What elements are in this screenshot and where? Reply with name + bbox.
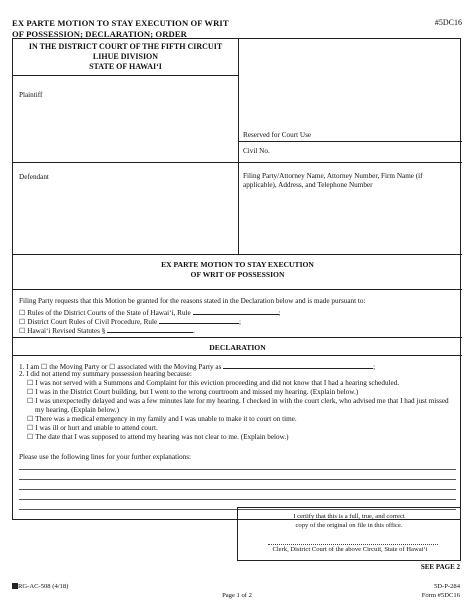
checkbox-icon[interactable]: ☐: [27, 397, 34, 405]
clerk-signature-line[interactable]: [268, 544, 438, 545]
reason-3[interactable]: [27, 397, 457, 415]
court-division: LIHUE DIVISION: [92, 52, 159, 61]
footer-code2: Form #5DC16: [421, 591, 460, 599]
footer-page: Page 1 of 2: [222, 592, 252, 599]
rule-3-field[interactable]: [107, 325, 193, 333]
checkbox-icon[interactable]: ☐: [40, 363, 48, 371]
footer-codes: [422, 583, 460, 600]
explain-prompt: Please use the following lines for your further explanations:: [19, 453, 192, 461]
reason-4[interactable]: [27, 415, 457, 424]
checkbox-icon[interactable]: ☐: [19, 327, 26, 335]
reason-6[interactable]: [27, 433, 457, 442]
reason-2-text: I was in the District Court building, but I went to the wrong courtroom and missed my hearing. (Explain below.): [35, 388, 359, 396]
reason-5-text: I was ill or hurt and unable to attend court.: [35, 424, 158, 432]
declaration-heading: DECLARATION: [209, 343, 266, 352]
clerk-label: Clerk, District Court of the above Circuit, State of Hawai‘i: [272, 546, 428, 553]
certify-line2: copy of the original on file in this office.: [295, 521, 403, 529]
checkbox-icon[interactable]: ☐: [27, 379, 34, 387]
certification-box: [237, 507, 461, 561]
footer-form-id-text: RG-AC-508 (4/18): [18, 583, 69, 590]
checkbox-icon[interactable]: ☐: [19, 318, 26, 326]
reason-6-text: The date that I was supposed to attend my hearing was not clear to me. (Explain below.): [35, 433, 289, 441]
reason-3-text: I was unexpectedly delayed and was a few minutes late for my hearing. I checked in with the court clerk, who advised me that I had just missed my hearing. (Explain below.): [35, 397, 449, 414]
form-title: [12, 18, 392, 40]
defendant-label: Defendant: [19, 173, 49, 181]
item1-option-moving-party: the Moving Party or: [49, 363, 108, 371]
footer-form-id: [12, 583, 68, 592]
motion-intro: Filing Party requests that this Motion be granted for the reasons stated in the Declaration below and is made pursuant to:: [19, 297, 366, 305]
item1-option-associated: associated with the Moving Party as: [117, 363, 222, 371]
court-name: IN THE DISTRICT COURT OF THE FIFTH CIRCUIT: [28, 42, 223, 51]
declaration-item-1: 1. I am ☐ the Moving Party or ☐ associated with the Moving Party as ;: [19, 363, 376, 371]
declaration-item-2: 2. I did not attend my summary possession hearing because:: [19, 370, 192, 378]
civil-no-label: Civil No.: [243, 147, 270, 155]
rule-option-2[interactable]: ☐ District Court Rules of Civil Procedure, Rule ;: [19, 318, 242, 326]
see-page-note: SEE PAGE 2: [420, 563, 460, 571]
reason-4-text: There was a medical emergency in my family and I was unable to make it to court on time.: [35, 415, 297, 423]
rule-option-1-label: Rules of the District Courts of the State of Hawai‘i, Rule: [27, 309, 191, 317]
checkbox-icon[interactable]: ☐: [109, 363, 116, 371]
form-title-line2: OF POSSESSION; DECLARATION; ORDER: [12, 29, 187, 39]
item1-prefix: 1. I am: [19, 363, 40, 371]
checkbox-icon[interactable]: ☐: [27, 424, 34, 432]
reason-1[interactable]: [27, 379, 457, 388]
rule-2-field[interactable]: [159, 316, 239, 324]
reason-2[interactable]: [27, 388, 457, 397]
motion-heading: [13, 260, 462, 279]
checkbox-icon[interactable]: ☐: [27, 433, 34, 441]
footer-code1: 5D-P-284: [433, 583, 460, 590]
form-frame: [12, 38, 461, 520]
reserved-label: Reserved for Court Use: [243, 131, 312, 139]
explanation-line[interactable]: [19, 479, 456, 480]
rule-option-3[interactable]: ☐ Hawai‘i Revised Statutes § .: [19, 327, 195, 335]
filing-party-label: Filing Party/Attorney Name, Attorney Number, Firm Name (if applicable), Address, and Telephone Number: [243, 172, 423, 189]
rule-1-field[interactable]: [193, 307, 279, 315]
motion-heading-line1: EX PARTE MOTION TO STAY EXECUTION: [161, 260, 314, 269]
explanation-line[interactable]: [19, 469, 456, 470]
reason-1-text: I was not served with a Summons and Complaint for this eviction proceeding and did not know that I had a hearing scheduled.: [35, 379, 400, 387]
form-code: #5DC16: [434, 18, 462, 27]
court-caption: [13, 39, 238, 72]
motion-heading-line2: OF WRIT OF POSSESSION: [190, 269, 285, 279]
rule-option-2-label: District Court Rules of Civil Procedure, Rule: [27, 318, 158, 326]
checkbox-icon[interactable]: ☐: [27, 388, 34, 396]
rule-option-1[interactable]: ☐ Rules of the District Courts of the State of Hawai‘i, Rule ;: [19, 309, 281, 317]
form-title-line1: EX PARTE MOTION TO STAY EXECUTION OF WRIT: [12, 18, 229, 28]
checkbox-icon[interactable]: ☐: [19, 309, 26, 317]
plaintiff-label: Plaintiff: [19, 91, 43, 99]
explanation-line[interactable]: [19, 499, 456, 500]
association-field[interactable]: [223, 361, 373, 369]
explanation-line[interactable]: [19, 489, 456, 490]
checkbox-icon[interactable]: ☐: [27, 415, 34, 423]
rule-option-3-label: Hawai‘i Revised Statutes §: [27, 327, 106, 335]
reason-5[interactable]: [27, 424, 457, 433]
reason-list: [27, 379, 457, 442]
court-state: STATE OF HAWAI‘I: [89, 62, 162, 71]
certify-line1: I certify that this is a full, true, and correct: [293, 513, 405, 520]
